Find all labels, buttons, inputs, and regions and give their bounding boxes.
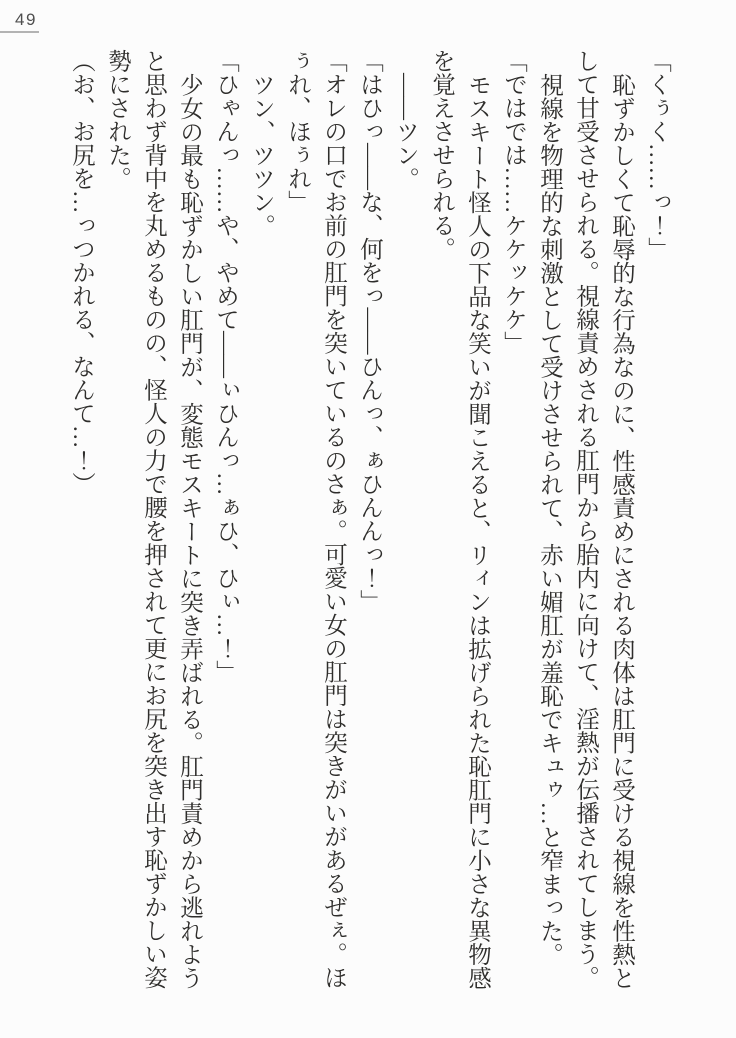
text-line: と思わず背中を丸めるものの、怪人の力で腰を押されて更にお尻を突き出す恥ずかしい姿	[140, 49, 166, 989]
text-line: モスキート怪人の下品な笑いが聞こえると、リィンは拡げられた恥肛門に小さな異物感	[464, 72, 490, 989]
text-line: 勢にされた。	[104, 49, 130, 190]
text-line: して甘受させられる。視線責めされる肛門から胎内に向けて、淫熱が伝播されてしまう。	[572, 49, 598, 989]
text-line: を覚えさせられる。	[428, 49, 454, 261]
text-line: 恥ずかしくて恥辱的な行為なのに、性感責めにされる肉体は肛門に受ける視線を性熱と	[608, 72, 634, 989]
text-line: ツン、ツツン。	[248, 72, 274, 237]
text-line: 視線を物理的な刺激として受けさせられて、赤い媚肛が羞恥でキュゥ…と窄まった。	[536, 72, 562, 966]
page-number: 49	[15, 10, 37, 29]
text-line: （お、お尻を…っつかれる、なんて…！）	[68, 49, 94, 496]
text-line: ――ツン。	[392, 72, 418, 190]
text-line: 「くぅく……っ！」	[644, 49, 670, 261]
text-line: 「ではでは……ケケッケケ」	[500, 49, 526, 355]
text-line: ぅれ、ほぅれ」	[284, 49, 310, 214]
text-line: 「オレの口でお前の肛門を突いているのさぁ。可愛い女の肛門は突きがいがあるぜぇ。ほ	[320, 49, 346, 989]
text-columns	[63, 49, 675, 1011]
text-line: 少女の最も恥ずかしい肛門が、変態モスキートに突き弄ばれる。肛門責めから逃れよう	[176, 72, 202, 989]
page-number-block	[0, 0, 60, 40]
page-number-rule	[0, 31, 39, 33]
text-line: 「ひゃんっ……や、やめて――ぃひんっ…ぁひ、ひぃ…！」	[212, 49, 238, 684]
text-line: 「はひっ――な、何をっ――ひんっ、ぁひんんっ！」	[356, 49, 382, 613]
